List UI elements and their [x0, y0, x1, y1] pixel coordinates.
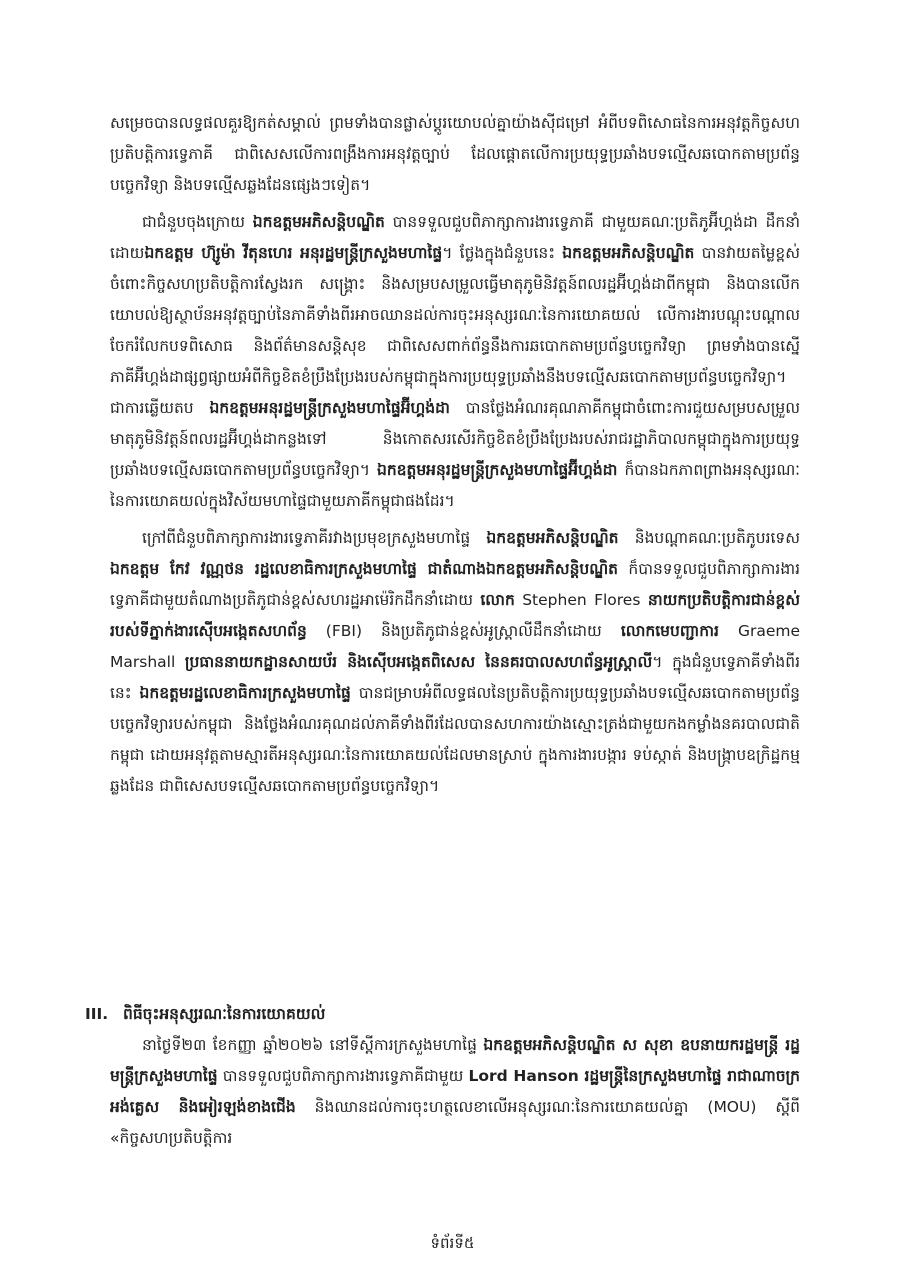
bold-run: លោក	[480, 591, 515, 609]
bold-run: ឯកឧត្តមអភិសន្តិបណ្ឌិត	[562, 244, 695, 262]
bold-run: ឯកឧត្តម កែវ វណ្ណថន រដ្ឋលេខាធិការក្រសួងមហាផ្ទៃ ជាតំណាងឯកឧត្តមអភិសន្តិបណ្ឌិត	[110, 560, 619, 578]
bold-run: ឯកឧត្តមអភិសន្តិបណ្ឌិត ស សុខា ឧបនាយករដ្ឋមន្ត្រី រដ្ឋមន្ត្រីក្រសួងមហាផ្ទៃ	[110, 1036, 800, 1085]
bold-run: ឯកឧត្តមអនុរដ្ឋមន្ត្រីក្រសួងមហាផ្ទៃអ៊ីហ្គង់ដា	[376, 461, 618, 479]
section-number: III.	[85, 1005, 109, 1023]
text-run: (FBI) និងប្រតិភូជាន់ខ្ពស់អូស្ត្រាលីដឹកនាំដោយ	[306, 622, 621, 640]
text-run: ក៏បានទទួលជួបពិភាក្សាការងារទ្វេភាគីជាមួយតំណាងប្រតិភូជាន់ខ្ពស់សហរដ្ឋអាម៉េរិកដឹកនាំដោយ	[110, 560, 801, 609]
text-run: និងបណ្តាគណៈប្រតិភូបរទេស	[618, 529, 801, 547]
body-text-upper	[110, 108, 800, 808]
paragraph-4	[110, 1030, 800, 1154]
paragraph-3	[110, 523, 800, 802]
bold-run: លោកមេបញ្ជាការ	[620, 622, 719, 640]
text-run: បានជម្រាបអំពីលទ្ធផលនៃប្រតិបត្តិការប្រយុទ្ធប្រឆាំងបទល្មើសឆបោកតាមប្រព័ន្ធបច្ចេកវិទ្យារបស់កម្ពុជា និងថ្លែងអំណរគុណដល់ភាគីទាំងពីរដែលបានសហការយ៉ាងស្មោះត្រង់ជាមួយកងកម្លាំងនគរបាលជាតិកម្ពុជា ដោយអនុវត្តតាមស្មារតីអនុស្សរណៈនៃការយោគយល់ដែលមានស្រាប់ ក្នុងការងារបង្ការ ទប់ស្កាត់ និងបង្ក្រាបឧក្រិដ្ឋកម្មឆ្លងដែន ជាពិសេសបទល្មើសឆបោកតាមប្រព័ន្ធបច្ចេកវិទ្យា។	[110, 684, 800, 795]
bold-run: ឯកឧត្តមអភិសន្តិបណ្ឌិត	[252, 213, 385, 231]
body-text-lower	[110, 1030, 800, 1160]
bold-run: ឯកឧត្តមអភិសន្តិបណ្ឌិត	[486, 529, 619, 547]
text-run: និងឈានដល់ការចុះហត្ថលេខាលើអនុស្សរណៈនៃការយោគយល់គ្នា (MOU) ស្តីពី «កិច្ចសហប្រតិបត្តិការ	[110, 1098, 800, 1147]
text-run: បានទទួលជួបពិភាក្សាការងារទ្វេភាគីជាមួយ	[217, 1067, 469, 1085]
section-heading	[85, 1000, 785, 1028]
bold-run: ប្រធាននាយកដ្ឋានសាយប័រ និងស៊ើបអង្កេតពិសេស នៃនគរបាលសហព័ន្ធអូស្ត្រាលី	[184, 653, 653, 671]
text-run: បានវាយតម្លៃខ្ពស់ចំពោះកិច្ចសហប្រតិបត្តិការស្វែងរក សង្គ្រោះ និងសម្របសម្រួលធ្វើមាតុភូមិនិវត្តន៍ពលរដ្ឋអ៊ីហ្គង់ដាពីកម្ពុជា និងបានលើកយោបល់ឱ្យស្ថាប័នអនុវត្តច្បាប់នៃភាគីទាំងពីរអាចឈានដល់ការចុះអនុស្សរណៈនៃការយោគយល់ លើការងារបណ្តុះបណ្តាល ចែករំលែកបទពិសោធ និងព័ត៌មានសន្តិសុខ ជាពិសេសពាក់ព័ន្ធនឹងការឆបោកតាមប្រព័ន្ធបច្ចេកវិទ្យា ព្រមទាំងបានស្នើភាគីអ៊ីហ្គង់ដាផ្សព្វផ្សាយអំពីកិច្ចខិតខំប្រឹងប្រែងរបស់កម្ពុជាក្នុងការប្រយុទ្ធប្រឆាំងនឹងបទល្មើសឆបោកតាមប្រព័ន្ធបច្ចេកវិទ្យា។ ជាការឆ្លើយតប	[110, 244, 800, 417]
text-run: ។ ក្នុងជំនួបទ្វេភាគីទាំងពីរនេះ	[110, 653, 800, 702]
text-run: ក៏បានឯកភាពព្រាងអនុស្សរណៈនៃការយោគយល់ក្នុងវិស័យមហាផ្ទៃជាមួយភាគីកម្ពុជាផងដែរ។	[110, 461, 800, 510]
paragraph-2	[110, 207, 800, 517]
text-run: នាថ្ងៃទី២៣ ខែកញ្ញា ឆ្នាំ២០២៦ នៅទីស្តីការក្រសួងមហាផ្ទៃ	[142, 1036, 484, 1054]
bold-run: នាយកប្រតិបត្តិការជាន់ខ្ពស់របស់ទីភ្នាក់ងារស៊ើបអង្កេតសហព័ន្ធ	[110, 591, 801, 640]
text-run: ជាជំនួបចុងក្រោយ	[142, 213, 253, 231]
paragraph-1: សម្រេចបានលទ្ធផលគួរឱ្យកត់សម្គាល់ ព្រមទាំងបានផ្លាស់ប្តូរយោបល់គ្នាយ៉ាងស៊ីជម្រៅ អំពីបទពិសោធនៃការអនុវត្តកិច្ចសហប្រតិបត្តិការទ្វេភាគី ជាពិសេសលើការពង្រឹងការអនុវត្តច្បាប់ ដែលផ្តោតលើការប្រយុទ្ធប្រឆាំងបទល្មើសឆបោកតាមប្រព័ន្ធបច្ចេកវិទ្យា និងបទល្មើសឆ្លងដែនផ្សេងៗទៀត។	[110, 114, 800, 194]
text-run: បានថ្លែងអំណរគុណភាគីកម្ពុជាចំពោះការជួយសម្របសម្រួលមាតុភូមិនិវត្តន៍ពលរដ្ឋអ៊ីហ្គង់ដាកន្លងទៅ និងកោតសរសើរកិច្ចខិតខំប្រឹងប្រែងរបស់រាជរដ្ឋាភិបាលកម្ពុជាក្នុងការប្រយុទ្ធប្រឆាំងបទល្មើសឆបោកតាមប្រព័ន្ធបច្ចេកវិទ្យា។	[110, 399, 800, 479]
bold-run: ឯកឧត្តម ហ៊្សូម៉ា វីតុនហេរ អនុរដ្ឋមន្ត្រីក្រសួងមហាផ្ទៃ	[144, 244, 443, 262]
text-run: បានទទួលជួបពិភាក្សាការងារទ្វេភាគី ជាមួយគណៈប្រតិភូអ៊ីហ្គង់ដា ដឹកនាំដោយ	[110, 213, 800, 262]
text-run: Stephen Flores	[514, 591, 648, 609]
bold-run: ឯកឧត្តមរដ្ឋលេខាធិការក្រសួងមហាផ្ទៃ	[139, 684, 351, 702]
text-run: ក្រៅពីជំនួបពិភាក្សាការងារទ្វេភាគីរវាងប្រមុខក្រសួងមហាផ្ទៃ	[142, 529, 487, 547]
text-run: Graeme Marshall	[110, 622, 800, 671]
text-run: ។ ថ្លែងក្នុងជំនួបនេះ	[442, 244, 563, 262]
page-number: ទំព័រទី៥	[430, 1234, 475, 1252]
bold-run: ឯកឧត្តមអនុរដ្ឋមន្ត្រីក្រសួងមហាផ្ទៃអ៊ីហ្គង់ដា	[209, 399, 450, 417]
section-title: ពិធីចុះអនុស្សរណៈនៃការយោគយល់	[123, 1005, 326, 1023]
bold-run: Lord Hanson រដ្ឋមន្ត្រីនៃក្រសួងមហាផ្ទៃ រាជាណាចក្រអង់គ្លេស និងអៀរឡង់ខាងជើង	[110, 1067, 800, 1116]
